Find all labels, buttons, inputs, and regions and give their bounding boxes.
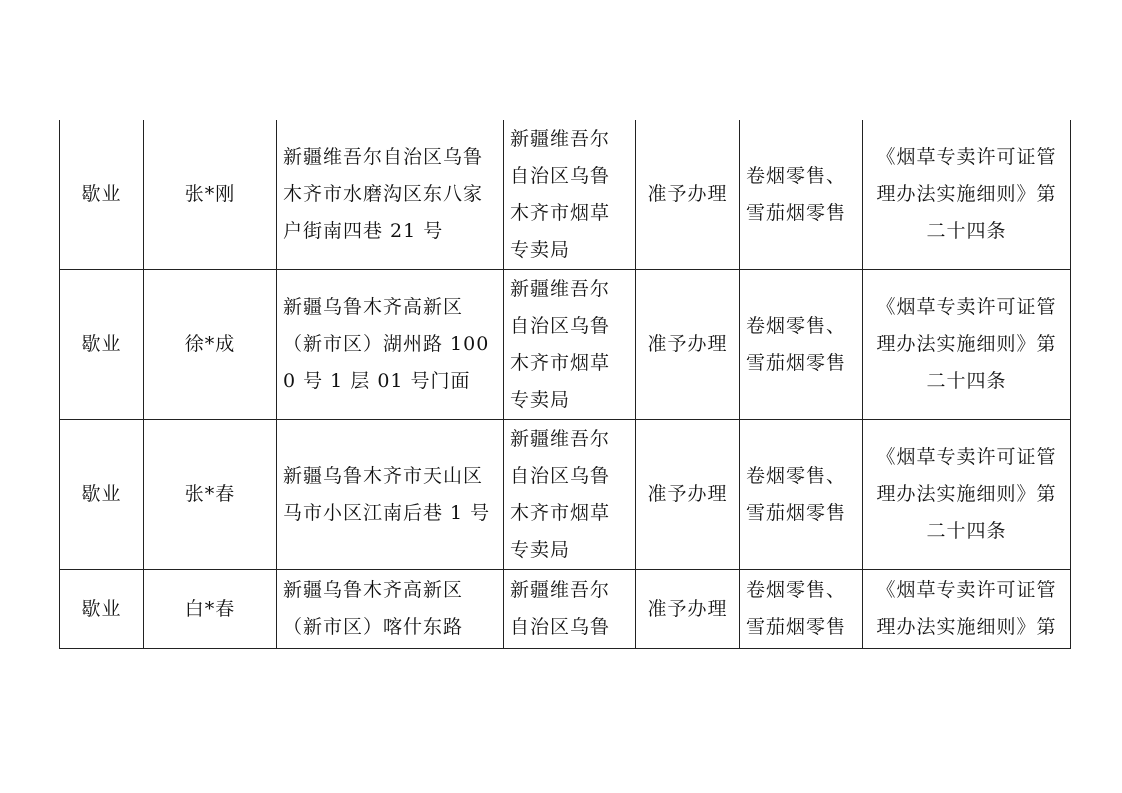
cell-legal-basis: 《烟草专卖许可证管理办法实施细则》第二十四条 bbox=[863, 270, 1071, 420]
cell-scope: 卷烟零售、雪茄烟零售 bbox=[740, 420, 863, 570]
cell-name: 白*春 bbox=[144, 570, 277, 649]
cell-decision: 准予办理 bbox=[636, 570, 740, 649]
cell-authority: 新疆维吾尔自治区乌鲁木齐市烟草专卖局 bbox=[504, 270, 636, 420]
cell-name: 张*刚 bbox=[144, 120, 277, 270]
cell-address-cut bbox=[277, 570, 504, 649]
cell-scope: 卷烟零售、雪茄烟零售 bbox=[740, 270, 863, 420]
cell-authority-cut bbox=[504, 570, 636, 649]
cell-scope-cut bbox=[740, 570, 863, 649]
cell-decision: 准予办理 bbox=[636, 120, 740, 270]
table-row bbox=[60, 420, 1071, 570]
cell-name: 徐*成 bbox=[144, 270, 277, 420]
cell-address: 新疆乌鲁木齐高新区（新市区）喀什东路 bbox=[283, 579, 464, 638]
cell-name: 张*春 bbox=[144, 420, 277, 570]
cell-status: 歇业 bbox=[60, 120, 144, 270]
table-row bbox=[60, 570, 1071, 649]
cell-scope: 卷烟零售、雪茄烟零售 bbox=[740, 120, 863, 270]
cell-legal-basis: 《烟草专卖许可证管理办法实施细则》第二十四条 bbox=[863, 120, 1071, 270]
cell-status: 歇业 bbox=[60, 270, 144, 420]
cell-legal-basis-cut bbox=[863, 570, 1071, 649]
cell-address: 新疆维吾尔自治区乌鲁木齐市水磨沟区东八家户街南四巷 21 号 bbox=[277, 120, 504, 270]
cell-address: 新疆乌鲁木齐高新区（新市区）湖州路 1000 号 1 层 01 号门面 bbox=[277, 270, 504, 420]
cell-authority: 新疆维吾尔自治区乌鲁木齐市烟草专卖局 bbox=[504, 120, 636, 270]
cell-status: 歇业 bbox=[60, 420, 144, 570]
cell-decision: 准予办理 bbox=[636, 420, 740, 570]
cell-scope: 卷烟零售、雪茄烟零售 bbox=[746, 579, 847, 638]
cell-legal-basis: 《烟草专卖许可证管理办法实施细则》第 bbox=[876, 579, 1057, 638]
cell-authority: 新疆维吾尔自治区乌鲁 bbox=[510, 579, 611, 638]
cell-legal-basis: 《烟草专卖许可证管理办法实施细则》第二十四条 bbox=[863, 420, 1071, 570]
cell-status: 歇业 bbox=[60, 570, 144, 649]
cell-authority: 新疆维吾尔自治区乌鲁木齐市烟草专卖局 bbox=[504, 420, 636, 570]
table-row bbox=[60, 270, 1071, 420]
table-row bbox=[60, 120, 1071, 270]
license-table bbox=[59, 120, 1071, 649]
cell-address: 新疆乌鲁木齐市天山区马市小区江南后巷 1 号 bbox=[277, 420, 504, 570]
cell-decision: 准予办理 bbox=[636, 270, 740, 420]
